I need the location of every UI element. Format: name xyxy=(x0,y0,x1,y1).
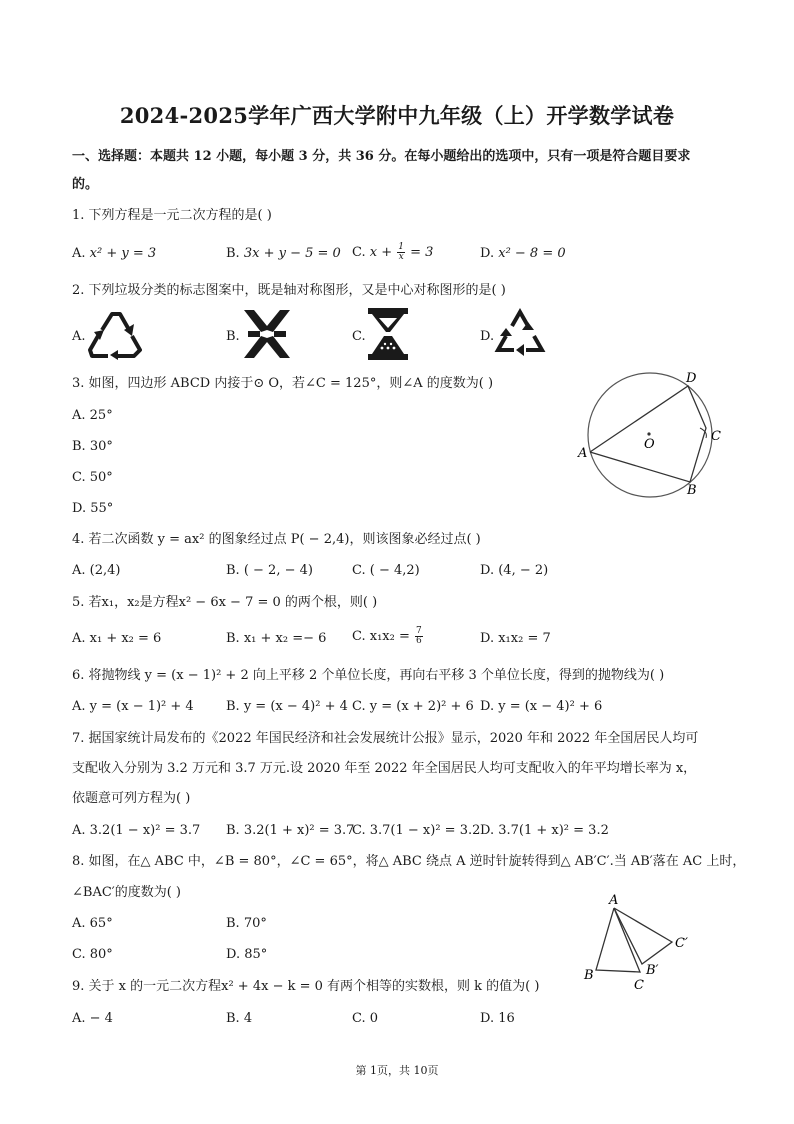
q7-option-d: D. 3.7(1 + x)² = 3.2 xyxy=(480,823,609,838)
label-c-prime: C′ xyxy=(675,936,688,951)
q4-option-b: B. ( − 2, − 4) xyxy=(226,563,313,578)
q2-d-label: D. xyxy=(480,329,495,344)
q1-a-label: A. xyxy=(72,246,86,261)
q7-line1: 7. 据国家统计局发布的《2022 年国民经济和社会发展统计公报》显示，2020 年和 2022 年全国居民人均可 xyxy=(72,731,699,746)
q7-option-a: A. 3.2(1 − x)² = 3.7 xyxy=(72,823,201,838)
page-footer: 第 1页，共 10页 xyxy=(355,1064,439,1077)
hourglass-icon xyxy=(366,306,410,362)
q1-option-c xyxy=(352,243,433,262)
q3-option-a: A. 25° xyxy=(72,408,113,423)
label-d: D xyxy=(686,371,697,386)
q1-c-post: = 3 xyxy=(406,245,434,260)
q5-c-numerator: 7 xyxy=(416,626,422,636)
q1-option-a xyxy=(72,245,156,263)
section-heading-line2: 的。 xyxy=(72,177,99,192)
label-b: B xyxy=(687,483,697,498)
q5-option-a: A. x₁ + x₂ = 6 xyxy=(72,631,162,646)
q1-stem: 1. 下列方程是一元二次方程的是( ) xyxy=(72,208,272,223)
q4-option-c: C. ( − 4,2) xyxy=(352,563,420,578)
q9-option-b: B. 4 xyxy=(226,1011,253,1026)
q1-c-denominator: x xyxy=(398,252,404,262)
q9-option-c: C. 0 xyxy=(352,1011,379,1026)
q4-stem: 4. 若二次函数 y = ax² 的图象经过点 P( − 2,4)，则该图象必经过点( ) xyxy=(72,532,481,547)
label-c: C xyxy=(711,429,721,444)
q1-d-label: D. xyxy=(480,246,495,261)
q3-stem: 3. 如图，四边形 ABCD 内接于⊙ O，若∠C = 125°，则∠A 的度数为( ) xyxy=(72,376,494,391)
center-point-o xyxy=(647,432,650,435)
q9-stem: 9. 关于 x 的一元二次方程x² + 4x − k = 0 有两个相等的实数根，则 k 的值为( ) xyxy=(72,979,540,994)
q1-c-numerator: 1 xyxy=(398,242,404,252)
q5-c-fraction xyxy=(415,627,423,646)
exam-title: 2024-2025学年广西大学附中九年级（上）开学数学试卷 xyxy=(119,103,675,128)
q8-option-b: B. 70° xyxy=(226,916,267,931)
q5-option-c xyxy=(352,627,424,646)
q6-option-c: C. y = (x + 2)² + 6 xyxy=(352,699,474,714)
q8-triangle-figure xyxy=(576,892,700,994)
q8-line1: 8. 如图，在△ ABC 中，∠B = 80°，∠C = 65°，将△ ABC 绕点 A 逆时针旋转得到△ AB′C′.当 AB′落在 AC 上时， xyxy=(72,854,746,869)
q6-option-a: A. y = (x − 1)² + 4 xyxy=(72,699,194,714)
q1-c-pre: x + xyxy=(369,245,397,260)
q9-option-a: A. − 4 xyxy=(72,1011,113,1026)
q9-option-d: D. 16 xyxy=(480,1011,515,1026)
q1-b-text: 3x + y − 5 = 0 xyxy=(243,246,341,261)
q8-line2: ∠BAC′的度数为( ) xyxy=(72,885,182,900)
q5-stem: 5. 若x₁，x₂是方程x² − 6x − 7 = 0 的两个根，则( ) xyxy=(72,595,378,610)
q5-option-d: D. x₁x₂ = 7 xyxy=(480,631,551,646)
q3-circle-figure xyxy=(570,370,730,500)
q3-option-d: D. 55° xyxy=(72,501,114,516)
q2-a-label: A. xyxy=(72,329,86,344)
q5-c-denominator: 6 xyxy=(416,636,422,646)
label-a: A xyxy=(578,446,588,461)
q5-option-b: B. x₁ + x₂ =− 6 xyxy=(226,631,327,646)
q7-line3: 依题意可列方程为( ) xyxy=(72,791,191,806)
q1-c-fraction xyxy=(397,243,405,262)
q6-stem: 6. 将抛物线 y = (x − 1)² + 2 向上平移 2 个单位长度，再向右平移 3 个单位长度，得到的抛物线为( ) xyxy=(72,668,665,683)
q8-option-c: C. 80° xyxy=(72,947,113,962)
q8-option-d: D. 85° xyxy=(226,947,268,962)
label-c: C xyxy=(634,978,644,993)
q3-option-c: C. 50° xyxy=(72,470,113,485)
cross-arrows-icon xyxy=(240,308,294,360)
label-b-prime: B′ xyxy=(646,963,659,978)
q2-c-label: C. xyxy=(352,329,366,344)
q7-option-b: B. 3.2(1 + x)² = 3.7 xyxy=(226,823,355,838)
q1-c-label: C. xyxy=(352,245,366,260)
label-a: A xyxy=(609,893,619,908)
q4-option-a: A. (2,4) xyxy=(72,563,121,578)
q6-option-d: D. y = (x − 4)² + 6 xyxy=(480,699,603,714)
recycle-arrows-icon xyxy=(494,306,546,362)
q1-d-text: x² − 8 = 0 xyxy=(498,246,566,261)
q1-b-label: B. xyxy=(226,246,240,261)
recycle-triangle-icon xyxy=(86,308,144,360)
q3-option-b: B. 30° xyxy=(72,439,113,454)
q8-option-a: A. 65° xyxy=(72,916,113,931)
q7-option-c: C. 3.7(1 − x)² = 3.2 xyxy=(352,823,481,838)
q6-option-b: B. y = (x − 4)² + 4 xyxy=(226,699,348,714)
label-b: B xyxy=(584,968,594,983)
triangle-ab1c1 xyxy=(614,908,672,964)
triangle-abc xyxy=(596,908,640,972)
q5-c-pre: C. x₁x₂ = xyxy=(352,629,414,644)
q7-line2: 支配收入分别为 3.2 万元和 3.7 万元.设 2020 年至 2022 年全国居民人均可支配收入的年平均增长率为 x， xyxy=(72,761,697,776)
label-o: O xyxy=(644,437,655,452)
q4-option-d: D. (4, − 2) xyxy=(480,563,549,578)
section-heading-line1: 一、选择题：本题共 12 小题，每小题 3 分，共 36 分。在每小题给出的选项中，只有一项是符合题目要求 xyxy=(72,149,691,164)
q1-a-text: x² + y = 3 xyxy=(89,246,157,261)
q2-stem: 2. 下列垃圾分类的标志图案中，既是轴对称图形，又是中心对称图形的是( ) xyxy=(72,283,506,298)
q1-option-b xyxy=(226,245,341,263)
q2-b-label: B. xyxy=(226,329,240,344)
q1-option-d xyxy=(480,245,566,263)
